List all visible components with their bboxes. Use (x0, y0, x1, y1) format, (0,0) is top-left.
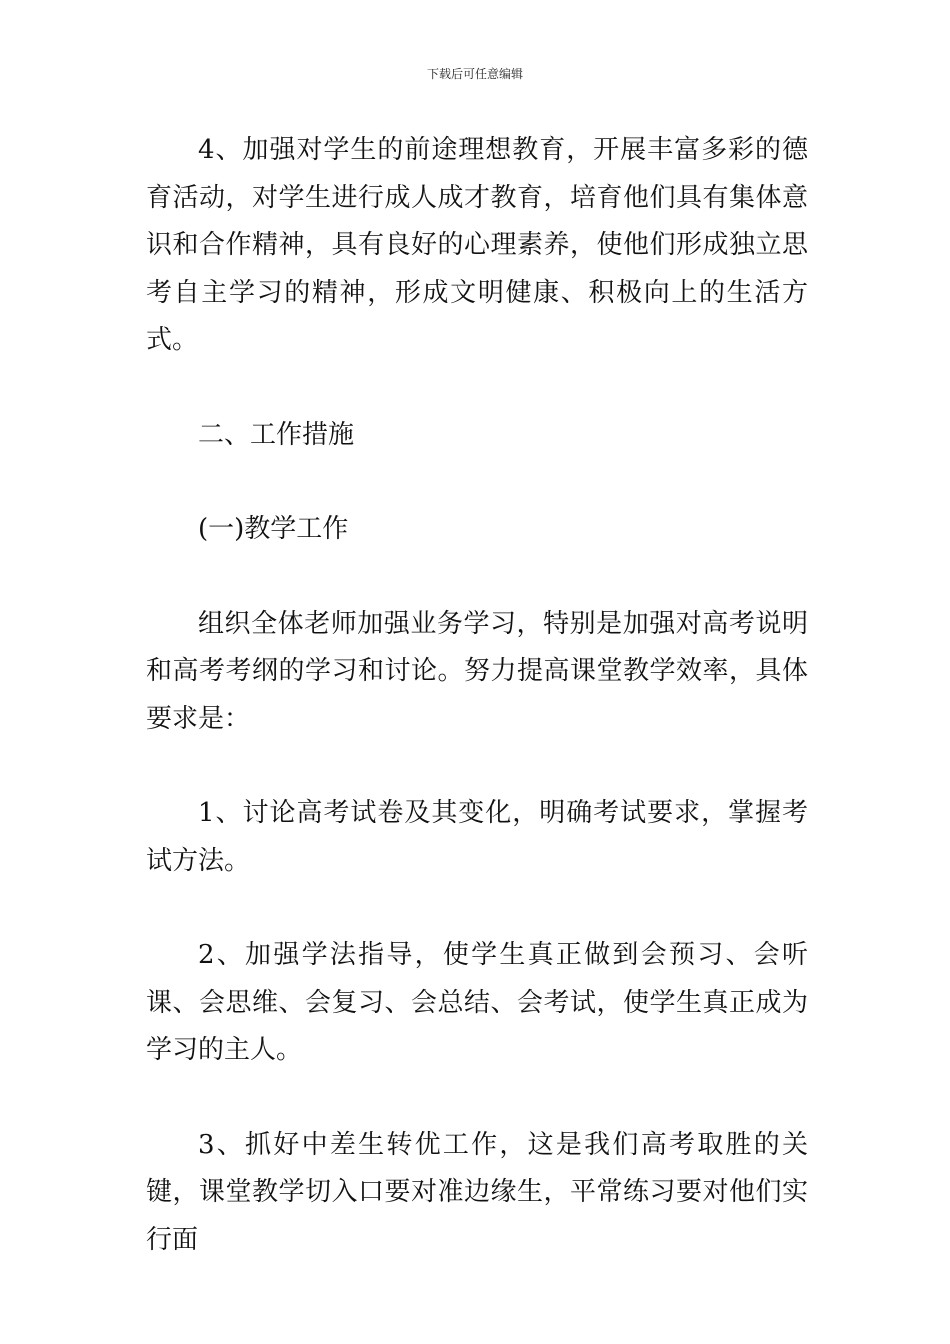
paragraph-teaching-intro: 组织全体老师加强业务学习，特别是加强对高考说明和高考考纲的学习和讨论。努力提高课堂教学效率，具体要求是： (146, 608, 808, 734)
paragraph-gap (146, 885, 808, 932)
paragraph-gap (146, 554, 808, 601)
paragraph-item-3: 3、抓好中差生转优工作，这是我们高考取胜的关键，课堂教学切入口要对准边缘生，平常练习要对他们实行面 (146, 1129, 808, 1255)
paragraph-gap (146, 459, 808, 506)
paragraph-item-2: 2、加强学法指导，使学生真正做到会预习、会听课、会思维、会复习、会总结、会考试，使学生真正成为学习的主人。 (146, 940, 808, 1065)
subsection-heading-teaching: (一)教学工作 (198, 514, 349, 544)
page-header-note: 下载后可任意编辑 (426, 67, 523, 81)
paragraph-gap (146, 743, 808, 790)
paragraph-item-1: 1、讨论高考试卷及其变化，明确考试要求，掌握考试方法。 (146, 798, 808, 876)
paragraph-goal-4: 4、加强对学生的前途理想教育，开展丰富多彩的德育活动，对学生进行成人成才教育，培育他们具有集体意识和合作精神，具有良好的心理素养，使他们形成独立思考自主学习的精神，形成文明健康、积极向上的生活方式。 (146, 135, 808, 355)
section-heading-measures: 二、工作措施 (198, 419, 355, 450)
paragraph-gap (146, 365, 808, 412)
document-body (146, 127, 808, 1264)
paragraph-gap (146, 1075, 808, 1122)
